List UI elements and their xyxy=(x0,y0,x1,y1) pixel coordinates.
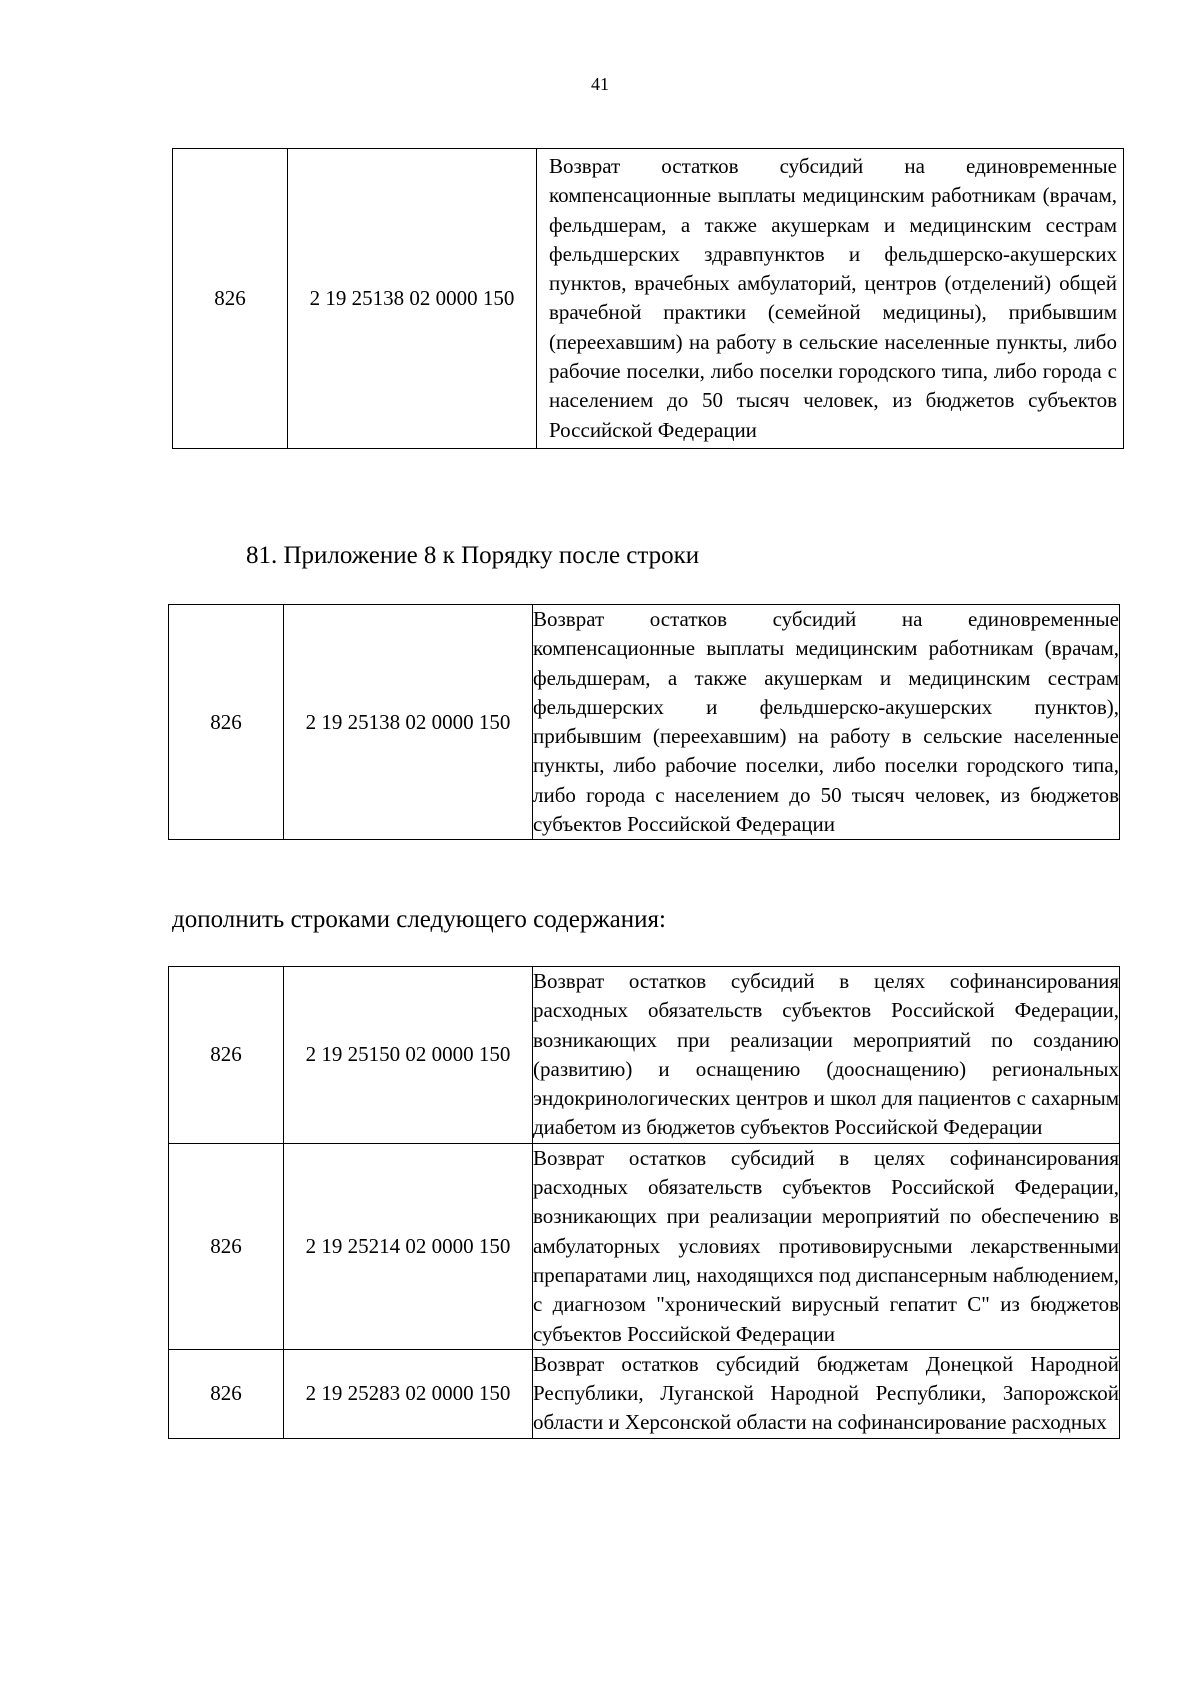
budget-code-cell: 2 19 25138 02 0000 150 xyxy=(284,605,533,840)
budget-codes-table-existing xyxy=(172,148,1124,449)
budget-code-cell: 2 19 25150 02 0000 150 xyxy=(284,967,533,1144)
admin-code-cell: 826 xyxy=(173,149,288,449)
budget-code-cell: 2 19 25214 02 0000 150 xyxy=(284,1143,533,1349)
budget-code-cell: 2 19 25138 02 0000 150 xyxy=(288,149,537,449)
description-cell: Возврат остатков субсидий на единовременные компенсационные выплаты медицинским работникам (врачам, фельдшерам, а также акушеркам и медицинским сестрам фельдшерских здравпунктов и фельдшерско-акушерских пунктов, врачебных амбулаторий, центров (отделений) общей врачебной практики (семейной медицины), прибывшим (переехавшим) на работу в сельские населенные пункты, либо рабочие поселки, либо поселки городского типа, либо города с населением до 50 тысяч человек, из бюджетов субъектов Российской Федерации xyxy=(537,149,1124,449)
table-row xyxy=(169,1349,1120,1438)
table-row xyxy=(169,605,1120,840)
description-cell: Возврат остатков субсидий на единовременные компенсационные выплаты медицинским работникам (врачам, фельдшерам, а также акушеркам и медицинским сестрам фельдшерских и фельдшерско-акушерских пунктов), прибывшим (переехавшим) на работу в сельские населенные пункты, либо рабочие поселки, либо поселки городского типа, либо города с населением до 50 тысяч человек, из бюджетов субъектов Российской Федерации xyxy=(533,605,1120,840)
admin-code-cell: 826 xyxy=(169,1349,284,1438)
table-row xyxy=(169,967,1120,1144)
table-row xyxy=(169,1143,1120,1349)
page-number: 41 xyxy=(591,74,609,94)
supplement-instruction: дополнить строками следующего содержания: xyxy=(172,906,666,933)
description-cell: Возврат остатков субсидий в целях софинансирования расходных обязательств субъектов Российской Федерации, возникающих при реализации мероприятий по созданию (развитию) и оснащению (дооснащению) региональных эндокринологических центров и школ для пациентов с сахарным диабетом из бюджетов субъектов Российской Федерации xyxy=(533,967,1120,1144)
paragraph-81-heading: 81. Приложение 8 к Порядку после строки xyxy=(246,542,700,569)
admin-code-cell: 826 xyxy=(169,1143,284,1349)
budget-codes-table-new-rows xyxy=(168,966,1120,1439)
admin-code-cell: 826 xyxy=(169,605,284,840)
description-cell: Возврат остатков субсидий в целях софинансирования расходных обязательств субъектов Российской Федерации, возникающих при реализации мероприятий по обеспечению в амбулаторных условиях противовирусными лекарственными препаратами лиц, находящихся под диспансерным наблюдением, с диагнозом "хронический вирусный гепатит С" из бюджетов субъектов Российской Федерации xyxy=(533,1143,1120,1349)
description-cell: Возврат остатков субсидий бюджетам Донецкой Народной Республики, Луганской Народной Республики, Запорожской области и Херсонской области на софинансирование расходных xyxy=(533,1349,1120,1438)
table-row xyxy=(173,149,1124,449)
budget-codes-table-reference-row xyxy=(168,604,1120,840)
budget-code-cell: 2 19 25283 02 0000 150 xyxy=(284,1349,533,1438)
admin-code-cell: 826 xyxy=(169,967,284,1144)
